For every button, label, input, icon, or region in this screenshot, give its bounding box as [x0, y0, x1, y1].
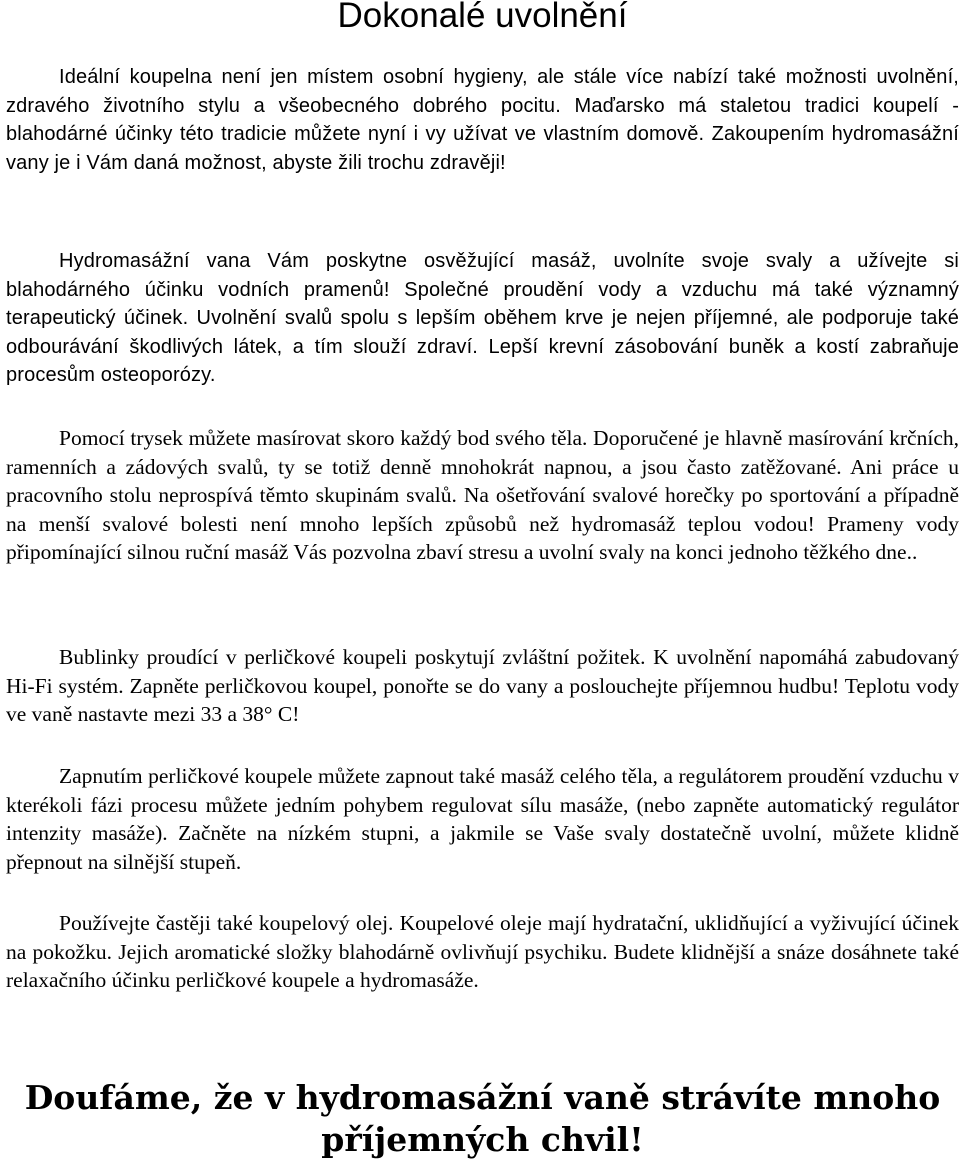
paragraph-hydromassage: Hydromasážní vana Vám poskytne osvěžující masáž, uvolníte svoje svaly a užívejte si blahodárného účinku vodních pramenů! Společné proudění vody a vzduchu má také významný terapeutický účinek. Uvolnění svalů spolu s lepším oběhem krve je nejen příjemné, ale podporuje také odbourávání škodlivých látek, a tím slouží zdraví. Lepší krevní zásobování buněk a kostí zabraňuje procesům osteoporózy.	[6, 250, 959, 387]
paragraph-jets: Pomocí trysek můžete masírovat skoro každý bod svého těla. Doporučené je hlavně masírování krčních, ramenních a zádových svalů, ty se totiž denně mnohokrát napnou, a jsou často zatěžované. Ani práce u pracovního stolu neprospívá těmto skupinám svalů. Na ošetřování svalové horečky po sportování a případně na menší svalové bolesti není mnoho lepších způsobů než hydromasáž teplou vodou! Prameny vody připomínající silnou ruční masáž Vás pozvolna zbaví stresu a uvolní svaly na konci jednoho těžkého dne..	[6, 426, 959, 565]
paragraph-intro: Ideální koupelna není jen místem osobní hygieny, ale stále více nabízí také možnosti uvolnění, zdravého životního stylu a všeobecného dobrého pocitu. Maďarsko má staletou tradici koupelí - blahodárné účinky této tradicie můžete nyní i vy užívat ve vlastním domově. Zakoupením hydromasážní vany je i Vám daná možnost, abyste žili trochu zdravěji!	[6, 66, 959, 174]
paragraph-bath-oil: Používejte častěji také koupelový olej. Koupelové oleje mají hydratační, uklidňující a vyživující účinek na pokožku. Jejich aromatické složky blahodárně ovlivňují psychiku. Budete klidnější a snáze dosáhnete také relaxačního účinku perličkové koupele a hydromasáže.	[6, 911, 959, 993]
closing-message: Doufáme, že v hydromasážní vaně strávíte mnoho příjemných chvil!	[24, 1078, 941, 1159]
document-title: Dokonalé uvolnění	[337, 0, 628, 35]
paragraph-body-massage: Zapnutím perličkové koupele můžete zapnout také masáž celého těla, a regulátorem proudění vzduchu v kterékoli fázi procesu můžete jedním pohybem regulovat sílu masáže, (nebo zapněte automatický regulátor intenzity masáže). Začněte na nízkém stupni, a jakmile se Vaše svaly dostatečně uvolní, můžete klidně přepnout na silnější stupeň.	[6, 764, 959, 874]
paragraph-bubbles: Bublinky proudící v perličkové koupeli poskytují zvláštní požitek. K uvolnění napomáhá zabudovaný Hi-Fi systém. Zapněte perličkovou koupel, ponořte se do vany a poslouchejte příjemnou hudbu! Teplotu vody ve vaně nastavte mezi 33 a 38° C!	[6, 645, 959, 727]
